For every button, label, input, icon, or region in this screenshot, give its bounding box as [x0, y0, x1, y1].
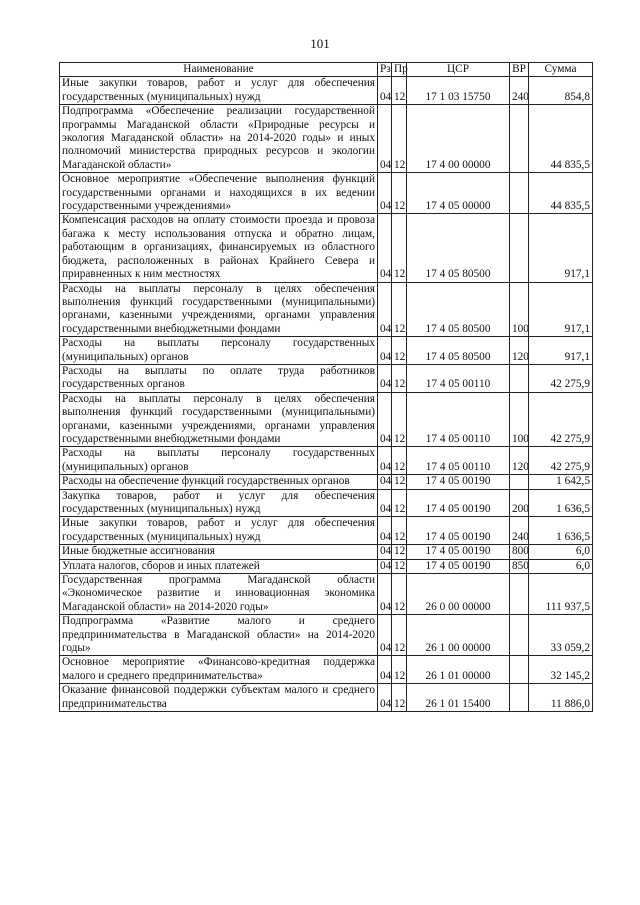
row-csr-cell: 17 4 05 00190	[407, 475, 510, 489]
row-name-cell: Расходы на выплаты персоналу государственных (муниципальных) органов	[60, 337, 378, 365]
row-rz-cell: 04	[378, 684, 392, 712]
row-csr-cell: 17 4 05 00110	[407, 447, 510, 475]
header-name: Наименование	[60, 63, 378, 77]
row-pr-cell: 12	[392, 559, 407, 573]
row-csr-cell: 17 4 00 00000	[407, 105, 510, 173]
row-name-cell: Основное мероприятие «Финансово-кредитная поддержка малого и среднего предпринимательства»	[60, 656, 378, 684]
row-csr-cell: 17 4 05 80500	[407, 337, 510, 365]
row-rz-cell: 04	[378, 173, 392, 214]
row-pr-cell: 12	[392, 77, 407, 105]
row-sum-cell: 854,8	[529, 77, 593, 105]
table-row	[60, 615, 593, 656]
row-vr-cell	[510, 475, 529, 489]
table-row	[60, 282, 593, 337]
row-rz-cell: 04	[378, 392, 392, 447]
row-name-cell: Уплата налогов, сборов и иных платежей	[60, 559, 378, 573]
row-sum-cell: 1 636,5	[529, 517, 593, 545]
table-row	[60, 574, 593, 615]
row-csr-cell: 26 1 01 00000	[407, 656, 510, 684]
row-sum-cell: 32 145,2	[529, 656, 593, 684]
row-vr-cell	[510, 214, 529, 282]
table-row	[60, 337, 593, 365]
row-vr-cell	[510, 105, 529, 173]
row-name-cell: Оказание финансовой поддержки субъектам малого и среднего предпринимательства	[60, 684, 378, 712]
budget-table	[59, 62, 593, 712]
row-name-cell: Иные закупки товаров, работ и услуг для обеспечения государственных (муниципальных) нужд	[60, 77, 378, 105]
row-csr-cell: 17 4 05 80500	[407, 282, 510, 337]
header-csr: ЦСР	[407, 63, 510, 77]
row-sum-cell: 11 886,0	[529, 684, 593, 712]
row-sum-cell: 42 275,9	[529, 392, 593, 447]
row-csr-cell: 17 4 05 00110	[407, 364, 510, 392]
row-sum-cell: 42 275,9	[529, 364, 593, 392]
row-sum-cell: 1 636,5	[529, 489, 593, 517]
table-header-row	[60, 63, 593, 77]
row-rz-cell: 04	[378, 545, 392, 559]
row-rz-cell: 04	[378, 656, 392, 684]
row-pr-cell: 12	[392, 574, 407, 615]
header-sum: Сумма	[529, 63, 593, 77]
row-rz-cell: 04	[378, 282, 392, 337]
row-vr-cell: 200	[510, 489, 529, 517]
row-sum-cell: 44 835,5	[529, 105, 593, 173]
row-sum-cell: 917,1	[529, 337, 593, 365]
row-pr-cell: 12	[392, 337, 407, 365]
row-rz-cell: 04	[378, 77, 392, 105]
row-vr-cell	[510, 656, 529, 684]
row-rz-cell: 04	[378, 447, 392, 475]
row-name-cell: Расходы на выплаты персоналу в целях обеспечения выполнения функций государственными (муниципальными) органами, казенными учреждениями, органами управления государственными внебюджетными фондами	[60, 392, 378, 447]
page-number: 101	[310, 36, 330, 51]
row-name-cell: Расходы на выплаты персоналу государственных (муниципальных) органов	[60, 447, 378, 475]
row-sum-cell: 42 275,9	[529, 447, 593, 475]
row-rz-cell: 04	[378, 364, 392, 392]
row-pr-cell: 12	[392, 392, 407, 447]
row-csr-cell: 17 4 05 00190	[407, 559, 510, 573]
row-sum-cell: 917,1	[529, 282, 593, 337]
row-pr-cell: 12	[392, 364, 407, 392]
row-rz-cell: 04	[378, 574, 392, 615]
row-vr-cell: 120	[510, 447, 529, 475]
table-row	[60, 447, 593, 475]
table-row	[60, 559, 593, 573]
row-pr-cell: 12	[392, 517, 407, 545]
row-vr-cell: 120	[510, 337, 529, 365]
row-vr-cell: 100	[510, 392, 529, 447]
row-name-cell: Подпрограмма «Развитие малого и среднего предпринимательства в Магаданской области» на 2014-2020 годы»	[60, 615, 378, 656]
header-pr: Пр	[392, 63, 407, 77]
table-row	[60, 214, 593, 282]
row-pr-cell: 12	[392, 656, 407, 684]
row-sum-cell: 6,0	[529, 545, 593, 559]
row-name-cell: Подпрограмма «Обеспечение реализации государственной программы Магаданской области «Природные ресурсы и экология Магаданской области» на 2014-2020 годы» и иных полномочий министерства природных ресурсов и экологии Магаданской области»	[60, 105, 378, 173]
row-vr-cell: 800	[510, 545, 529, 559]
row-vr-cell	[510, 364, 529, 392]
row-rz-cell: 04	[378, 559, 392, 573]
table-row	[60, 517, 593, 545]
row-sum-cell: 44 835,5	[529, 173, 593, 214]
row-name-cell: Расходы на выплаты персоналу в целях обеспечения выполнения функций государственными (муниципальными) органами, казенными учреждениями, органами управления государственными внебюджетными фондами	[60, 282, 378, 337]
row-pr-cell: 12	[392, 447, 407, 475]
row-pr-cell: 12	[392, 684, 407, 712]
row-pr-cell: 12	[392, 545, 407, 559]
row-csr-cell: 26 1 01 15400	[407, 684, 510, 712]
row-name-cell: Закупка товаров, работ и услуг для обеспечения государственных (муниципальных) нужд	[60, 489, 378, 517]
row-name-cell: Иные бюджетные ассигнования	[60, 545, 378, 559]
row-vr-cell	[510, 684, 529, 712]
row-pr-cell: 12	[392, 475, 407, 489]
row-csr-cell: 17 4 05 00190	[407, 517, 510, 545]
row-pr-cell: 12	[392, 615, 407, 656]
row-vr-cell: 240	[510, 77, 529, 105]
row-csr-cell: 17 4 05 80500	[407, 214, 510, 282]
row-vr-cell	[510, 615, 529, 656]
row-pr-cell: 12	[392, 282, 407, 337]
row-vr-cell	[510, 173, 529, 214]
row-csr-cell: 17 4 05 00190	[407, 545, 510, 559]
table-row	[60, 684, 593, 712]
header-rz: Рз	[378, 63, 392, 77]
row-rz-cell: 04	[378, 105, 392, 173]
row-name-cell: Расходы на выплаты по оплате труда работников государственных органов	[60, 364, 378, 392]
row-sum-cell: 6,0	[529, 559, 593, 573]
row-name-cell: Расходы на обеспечение функций государственных органов	[60, 475, 378, 489]
table-row	[60, 77, 593, 105]
table-row	[60, 656, 593, 684]
table-body	[60, 77, 593, 712]
row-pr-cell: 12	[392, 105, 407, 173]
header-vr: ВР	[510, 63, 529, 77]
row-pr-cell: 12	[392, 489, 407, 517]
table-row	[60, 392, 593, 447]
row-sum-cell: 1 642,5	[529, 475, 593, 489]
table-row	[60, 364, 593, 392]
row-rz-cell: 04	[378, 615, 392, 656]
row-sum-cell: 111 937,5	[529, 574, 593, 615]
row-rz-cell: 04	[378, 214, 392, 282]
row-csr-cell: 17 4 05 00190	[407, 489, 510, 517]
row-vr-cell: 100	[510, 282, 529, 337]
row-sum-cell: 33 059,2	[529, 615, 593, 656]
row-vr-cell: 240	[510, 517, 529, 545]
row-rz-cell: 04	[378, 475, 392, 489]
row-csr-cell: 26 0 00 00000	[407, 574, 510, 615]
row-name-cell: Компенсация расходов на оплату стоимости проезда и провоза багажа к месту использования отпуска и обратно лицам, работающим в организациях, финансируемых из областного бюджета, расположенных в районах Крайнего Севера и приравненных к ним местностях	[60, 214, 378, 282]
row-rz-cell: 04	[378, 489, 392, 517]
row-csr-cell: 17 4 05 00000	[407, 173, 510, 214]
table-row	[60, 105, 593, 173]
row-pr-cell: 12	[392, 173, 407, 214]
row-vr-cell	[510, 574, 529, 615]
row-rz-cell: 04	[378, 517, 392, 545]
row-csr-cell: 26 1 00 00000	[407, 615, 510, 656]
row-csr-cell: 17 1 03 15750	[407, 77, 510, 105]
table-row	[60, 173, 593, 214]
row-vr-cell: 850	[510, 559, 529, 573]
row-rz-cell: 04	[378, 337, 392, 365]
row-csr-cell: 17 4 05 00110	[407, 392, 510, 447]
row-sum-cell: 917,1	[529, 214, 593, 282]
table-row	[60, 545, 593, 559]
row-pr-cell: 12	[392, 214, 407, 282]
row-name-cell: Основное мероприятие «Обеспечение выполнения функций государственными органами и находящихся в их ведении государственными учреждениями»	[60, 173, 378, 214]
row-name-cell: Государственная программа Магаданской области «Экономическое развитие и инновационная экономика Магаданской области» на 2014-2020 годы»	[60, 574, 378, 615]
table-row	[60, 475, 593, 489]
table-row	[60, 489, 593, 517]
row-name-cell: Иные закупки товаров, работ и услуг для обеспечения государственных (муниципальных) нужд	[60, 517, 378, 545]
